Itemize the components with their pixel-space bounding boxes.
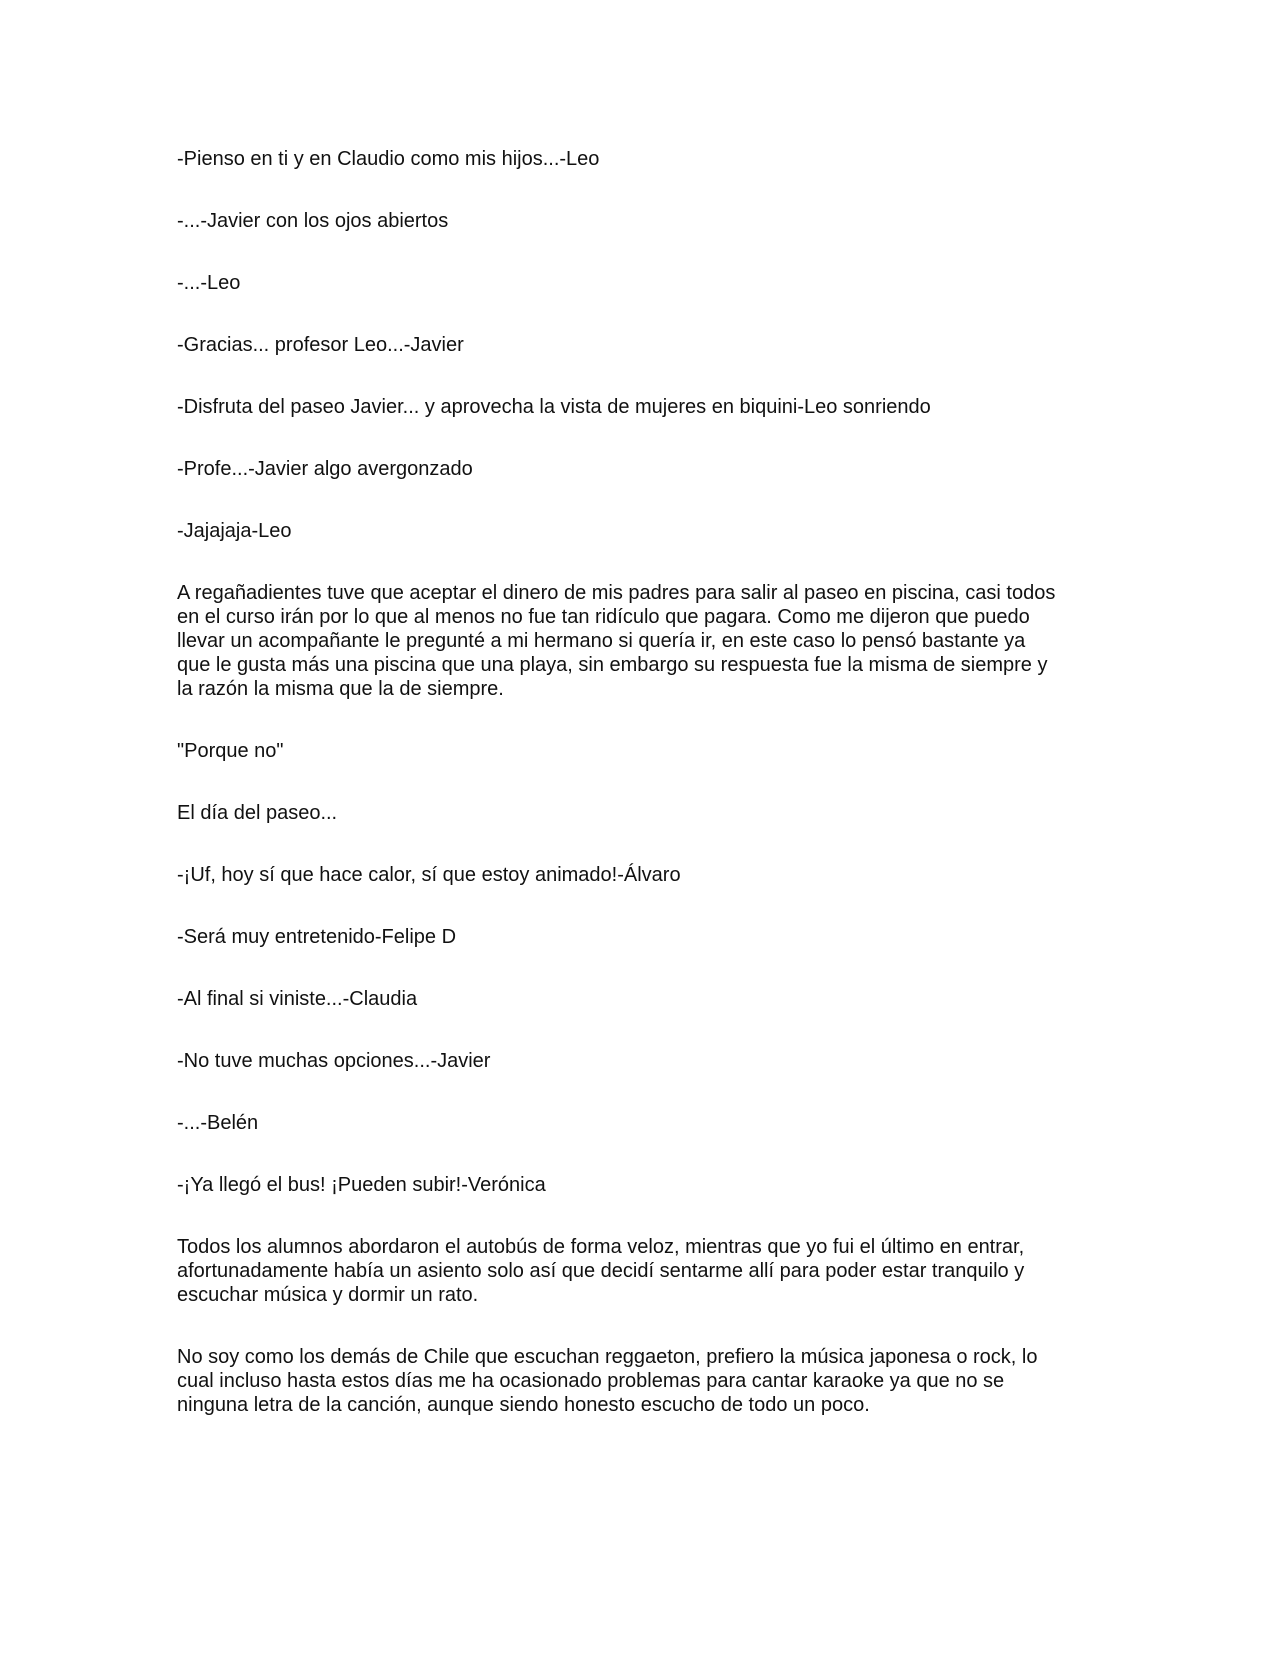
dialogue-line: -Al final si viniste...-Claudia	[177, 988, 418, 1010]
dialogue-line: -Profe...-Javier algo avergonzado	[177, 458, 473, 480]
narrative-paragraph: Todos los alumnos abordaron el autobús de forma veloz, mientras que yo fui el último en entrar, afortunadamente había un asiento solo así que decidí sentarme allí para poder estar tranquilo y escuchar música y dormir un rato.	[177, 1236, 1025, 1306]
dialogue-line: -...-Javier con los ojos abiertos	[177, 210, 449, 232]
narrative-paragraph: No soy como los demás de Chile que escuchan reggaeton, prefiero la música japonesa o rock, lo cual incluso hasta estos días me ha ocasionado problemas para cantar karaoke ya que no se ninguna letra de la canción, aunque siendo honesto escucho de todo un poco.	[177, 1346, 1038, 1416]
dialogue-line: -...-Leo	[177, 272, 241, 294]
dialogue-line: -¡Ya llegó el bus! ¡Pueden subir!-Verónica	[177, 1174, 546, 1196]
narrative-paragraph: A regañadientes tuve que aceptar el dinero de mis padres para salir al paseo en piscina, casi todos en el curso irán por lo que al menos no fue tan ridículo que pagara. Como me dijeron que puedo llevar un acompañante le pregunté a mi hermano si quería ir, en este caso lo pensó bastante ya que le gusta más una piscina que una playa, sin embargo su respuesta fue la misma de siempre y la razón la misma que la de siempre.	[177, 582, 1056, 700]
dialogue-line: -...-Belén	[177, 1112, 259, 1134]
dialogue-line: -No tuve muchas opciones...-Javier	[177, 1050, 491, 1072]
dialogue-line: -¡Uf, hoy sí que hace calor, sí que estoy animado!-Álvaro	[177, 864, 681, 886]
dialogue-line: -Disfruta del paseo Javier... y aprovecha la vista de mujeres en biquini-Leo sonriendo	[177, 396, 931, 418]
dialogue-line: -Jajajaja-Leo	[177, 520, 292, 542]
dialogue-line: -Será muy entretenido-Felipe D	[177, 926, 457, 948]
quote-line: "Porque no"	[177, 740, 284, 762]
dialogue-line: -Pienso en ti y en Claudio como mis hijos...-Leo	[177, 148, 600, 170]
scene-heading: El día del paseo...	[177, 802, 338, 824]
dialogue-line: -Gracias... profesor Leo...-Javier	[177, 334, 464, 356]
